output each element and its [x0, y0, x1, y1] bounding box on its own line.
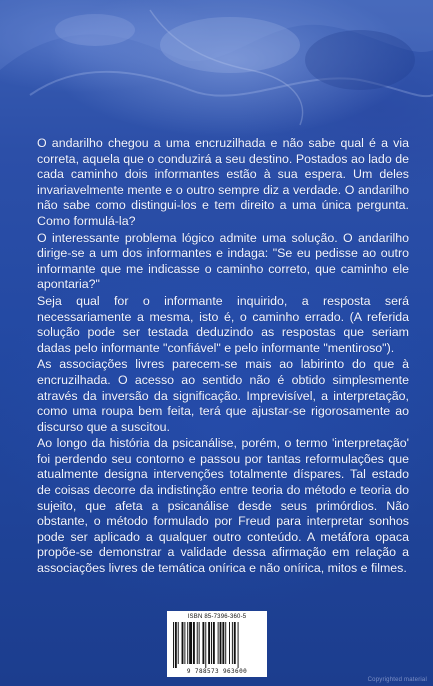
barcode-bar — [202, 622, 204, 664]
barcode-bar — [229, 622, 230, 664]
barcode-bar — [175, 622, 177, 668]
barcode-bar — [213, 622, 215, 664]
isbn-label: ISBN 85-7396-360-5 — [187, 614, 247, 620]
paragraph-historia-psicanalise: Ao longo da história da psicanálise, porém, o termo 'interpretação' foi perdendo seu contorno e passou por tantas reformulações que atualmente designa intervenções totalmente díspares. Tal estado de coisas decorre da indistinção entre teoria do método e teoria do sujeito, que afeta a psicanálise desde seus primórdios. Não obstante, o método formulado por Freud para interpretar sonhos pode ser aplicado a qualquer outro conteúdo. A metáfora opaca propõe-se demonstrar a validade dessa afirmação em relação a associações livres de temática onírica e não onírica, mitos e filmes. — [37, 436, 409, 576]
back-cover-text — [37, 136, 409, 578]
watermark-text: Copyrighted material — [367, 677, 427, 683]
barcode-bar — [208, 622, 210, 664]
barcode-bars — [171, 622, 263, 668]
paragraph-resposta: Seja qual for o informante inquirido, a resposta será necessariamente a mesma, isto é, o caminho errado. (A referida solução pode ser testada deduzindo as respostas que seriam dadas pelo informante "confiável" e pelo informante "mentiroso"). — [37, 293, 409, 355]
barcode-bar — [211, 622, 212, 664]
barcode-bar — [232, 622, 233, 664]
barcode-bar — [182, 622, 184, 664]
barcode-bar — [199, 622, 200, 664]
barcode-bar — [178, 622, 179, 664]
barcode-bar — [187, 622, 188, 664]
barcode-bar — [193, 622, 195, 664]
barcode-bar — [205, 622, 206, 668]
paragraph-encruzilhada: O andarilho chegou a uma encruzilhada e não sabe qual é a via correta, aquela que o conduzirá a seu destino. Postados ao lado de cada caminho dois informantes estão à sua espera. Um deles invariavelmente mente e o outro sempre diz a verdade. O andarilho não sabe como distingui-los e tem direito a uma única pergunta. Como formulá-la? — [37, 136, 409, 228]
paragraph-associacoes-livres: As associações livres parecem-se mais ao labirinto do que à encruzilhada. O acesso ao sentido não é obtido simplesmente através da inversão da significação. Imprevisível, a interpretação, como uma roupa bem feita, terá que ajustar-se rigorosamente ao discurso que a suscitou. — [37, 357, 409, 434]
barcode-bar — [173, 622, 174, 668]
barcode-bar — [238, 622, 239, 668]
barcode-bar — [234, 622, 236, 664]
isbn-barcode — [167, 611, 267, 677]
barcode-bar — [225, 622, 226, 664]
cover-illustration — [0, 0, 433, 140]
barcode-bar — [220, 622, 222, 664]
barcode-bar — [218, 622, 219, 664]
barcode-bar — [184, 622, 185, 664]
paragraph-problema-logico: O interessante problema lógico admite uma solução. O andarilho dirige-se a um dos informantes e indaga: "Se eu pedisse ao outro informante que me indicasse o caminho correto, que caminho ele apontaria?" — [37, 230, 409, 292]
ean-digits: 9 788573 963600 — [186, 668, 248, 675]
barcode-bar — [197, 622, 198, 664]
barcode-bar — [222, 622, 224, 664]
barcode-bar — [189, 622, 192, 664]
